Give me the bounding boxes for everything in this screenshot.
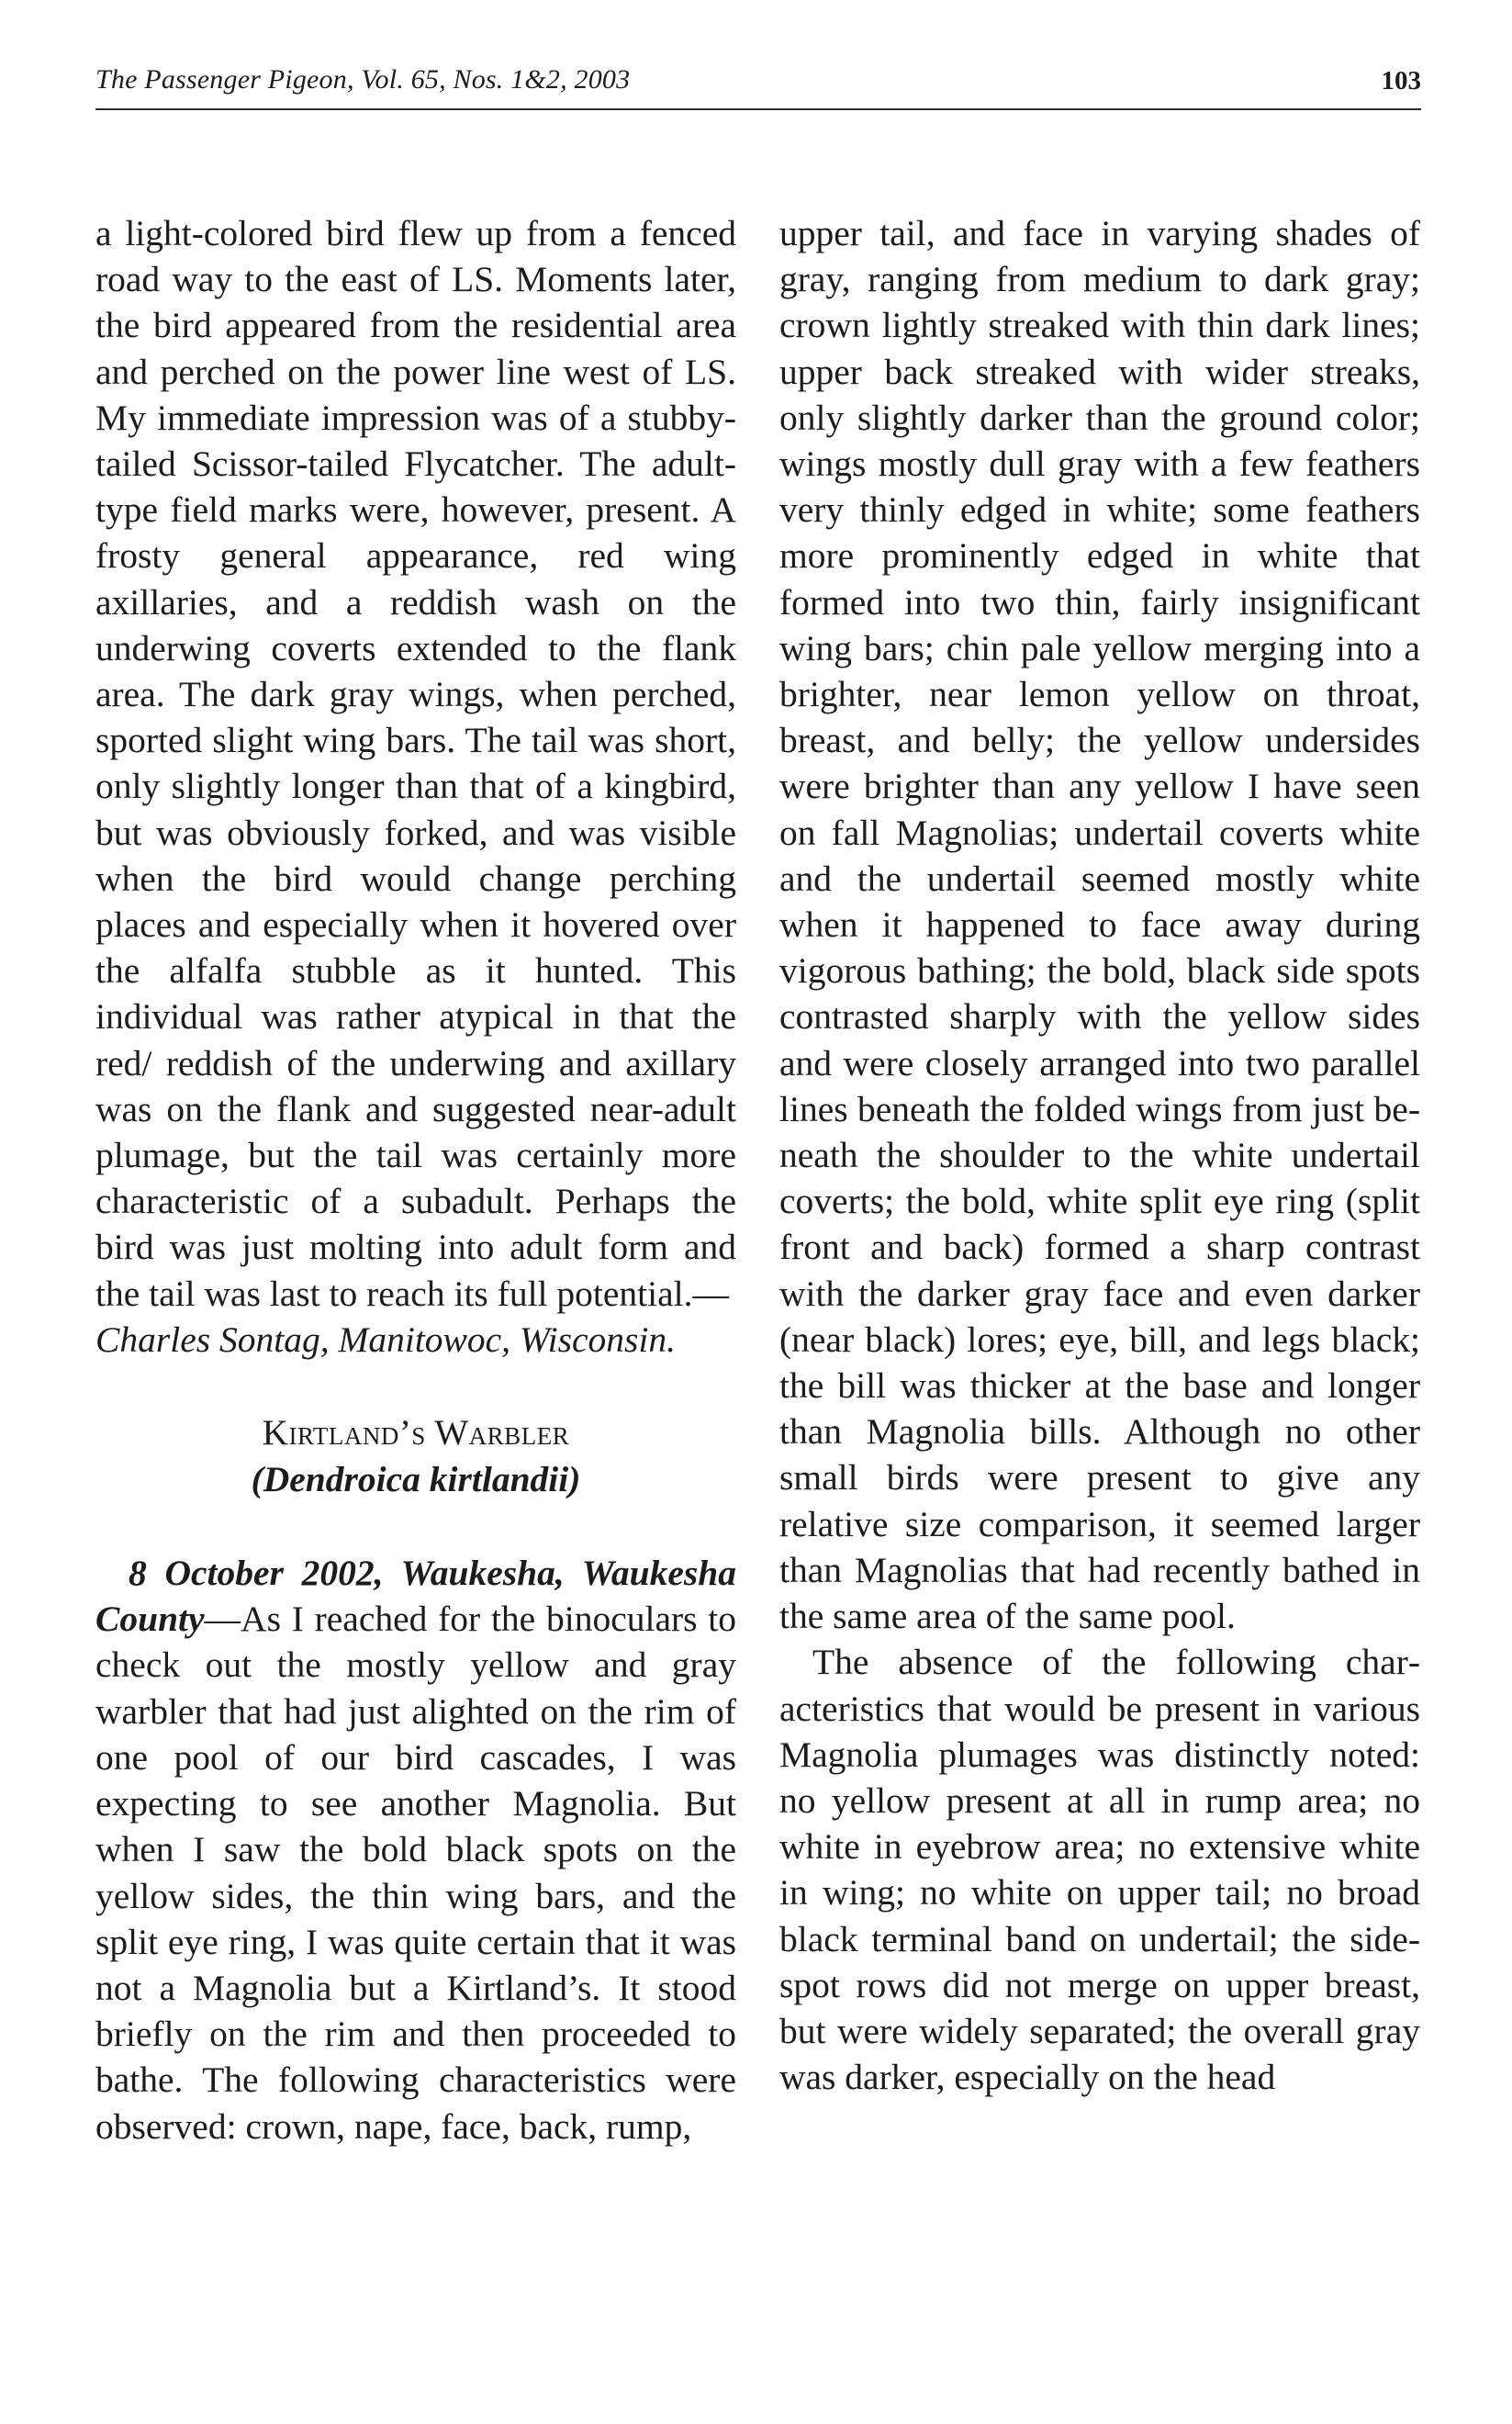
journal-title: The Passenger Pigeon, Vol. 65, Nos. 1&2, 2003 <box>95 64 631 95</box>
record-text: —As I reached for the binoculars to check out the mostly yellow and gray warbler that had just alighted on the rim of one pool of our bird cascades, I was expecting to see another Magnolia. But when I saw the bold black spots on the yellow sides, the thin wing bars, and the split eye ring, I was quite certain that it was not a Magnolia but a Kirtland’s. It stood briefly on the rim and then proceeded to bathe. The following characteristics were observed: crown, nape, face, back, rump, <box>95 1599 736 2147</box>
record-paragraph <box>95 1550 736 2149</box>
page-number: 103 <box>1381 66 1421 95</box>
running-header <box>95 55 1421 110</box>
author-signature: Charles Sontag, Manitowoc, Wisconsin. <box>95 1319 676 1360</box>
absence-paragraph: The absence of the following characteristics that would be present in various Magnolia plumages was distinctly noted: no yellow present at all in rump area; no white in eyebrow area; no extensive white in wing; no white on upper tail; no broad black terminal band on undertail; the side-spot rows did not merge on upper breast, but were widely separated; the overall gray was darker, especially on the head <box>779 1642 1420 2098</box>
record-date-location: 8 October 2002, Waukesha, Waukesha County <box>95 1553 736 1640</box>
species-scientific-name: (Dendroica kirtlandii) <box>251 1459 581 1500</box>
species-common-name: Kirtland’s Warbler <box>262 1413 570 1453</box>
description-paragraph: upper tail, and face in varying shades of gray, ranging from medium to dark gray; crown lightly streaked with thin dark lines; upper back streaked with wider streaks, only slightly darker than the ground color; wings mostly dull gray with a few feathers very thinly edged in white; some feathers more prominently edged in white that formed into two thin, fairly insignificant wing bars; chin pale yellow merging into a brighter, near lemon yellow on throat, breast, and belly; the yellow undersides were brighter than any yellow I have seen on fall Magnolias; undertail coverts white and the undertail seemed mostly white when it happened to face away during vigorous bathing; the bold, black side spots contrasted sharply with the yellow sides and were closely arranged into two parallel lines beneath the folded wings from just beneath the shoulder to the white undertail coverts; the bold, white split eye ring (split front and back) formed a sharp contrast with the darker gray face and even darker (near black) lores; eye, bill, and legs black; the bill was thicker at the base and longer than Magnolia bills. Although no other small birds were present to give any relative size comparison, it seemed larger than Magnolias that had recently bathed in the same area of the same pool. <box>779 213 1420 1637</box>
right-column <box>779 210 1420 2100</box>
species-heading <box>95 1410 736 1502</box>
continued-paragraph: a light-colored bird flew up from a fenced road way to the east of LS. Moments later, the bird appeared from the residential area and perched on the power line west of LS. My immediate impression was of a stubby-tailed Scissor-tailed Flycatcher. The adult-type field marks were, however, present. A frosty general appearance, red wing axillaries, and a reddish wash on the underwing coverts extended to the flank area. The dark gray wings, when perched, sported slight wing bars. The tail was short, only slightly longer than that of a kingbird, but was obviously forked, and was visible when the bird would change perching places and especially when it hovered over the alfalfa stubble as it hunted. This individual was rather atypical in that the red/ reddish of the underwing and axillary was on the flank and suggested near-adult plumage, but the tail was certainly more characteristic of a subadult. Perhaps the bird was just molting into adult form and the tail was last to reach its full potential.— <box>95 213 736 1314</box>
left-column <box>95 210 736 2149</box>
